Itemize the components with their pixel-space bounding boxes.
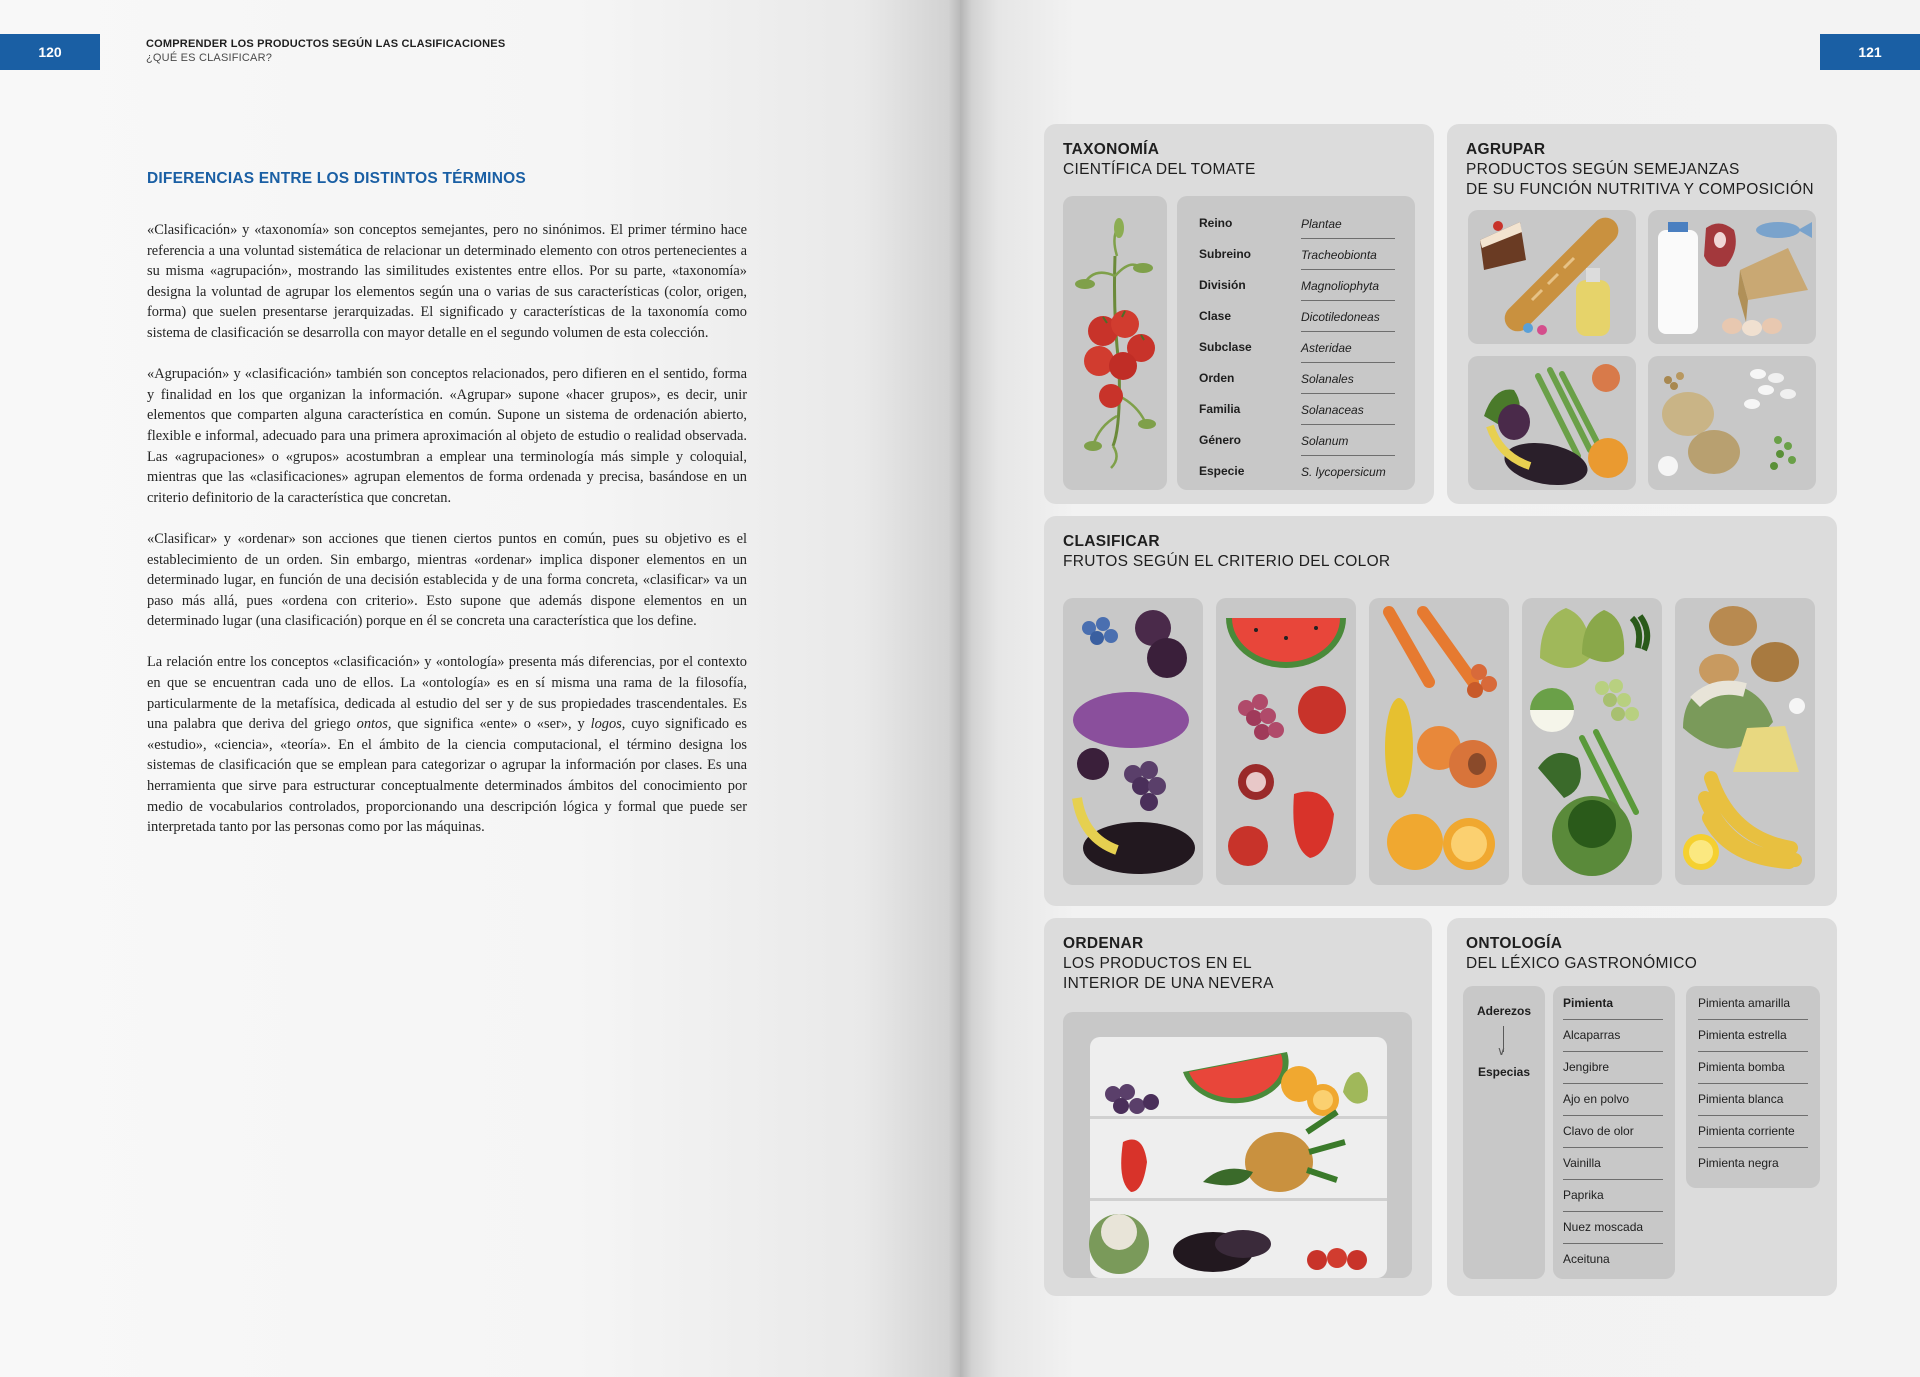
color-group-red	[1216, 598, 1356, 885]
taxonomy-rank: Clase	[1199, 309, 1232, 323]
yellow-fruits-illustration	[1675, 598, 1815, 885]
orange-fruits-illustration	[1369, 598, 1509, 885]
taxonomy-rank: División	[1199, 278, 1246, 292]
especia-item: Nuez moscada	[1563, 1212, 1663, 1244]
pimienta-item: Pimienta negra	[1698, 1156, 1779, 1170]
green-fruits-illustration	[1522, 598, 1662, 885]
p4-term-ontos: ontos	[356, 716, 388, 733]
especias-list	[1553, 986, 1675, 1279]
ontologia-title: ONTOLOGÍA	[1466, 935, 1563, 952]
p4-text-c: , cuyo significado es «estudio», «ciencia», «teoría». En el ámbito de la ciencia computacional, el término designa los sistemas de clasificación que se emplean para categorizar o agrupar la información por clases. Es una herramienta que sirve para estructurar conceptualmente determinados ámbitos del conocimiento por medio de vocabularios controlados, proporcionando una descripción lógica y formal que puede ser interpretada tanto por las personas como por las máquinas.	[147, 716, 747, 836]
ordenar-heading	[1063, 934, 1274, 994]
pimienta-item: Pimienta blanca	[1698, 1084, 1808, 1116]
taxonomy-value: Magnoliophyta	[1301, 270, 1395, 301]
taxonomy-row	[1199, 270, 1415, 301]
running-head-section: ¿QUÉ ES CLASIFICAR?	[146, 52, 273, 64]
especia-item: Ajo en polvo	[1563, 1084, 1663, 1116]
pimienta-item: Pimienta corriente	[1698, 1116, 1808, 1148]
taxonomy-value: Asteridae	[1301, 332, 1395, 363]
section-title: DIFERENCIAS ENTRE LOS DISTINTOS TÉRMINOS	[147, 170, 526, 187]
taxonomy-rank: Subclase	[1199, 340, 1252, 354]
taxonomy-rank: Género	[1199, 433, 1242, 447]
tomato-plant-illustration	[1063, 196, 1167, 490]
taxonomy-value: Dicotiledoneas	[1301, 301, 1395, 332]
gutter-shadow	[948, 0, 972, 1377]
color-group-orange	[1369, 598, 1509, 885]
arrow-down-icon: ∨	[1497, 1044, 1506, 1058]
taxonomy-value: Solanaceas	[1301, 394, 1395, 425]
agrupar-subtitle-1: PRODUCTOS SEGÚN SEMEJANZAS	[1466, 161, 1740, 178]
milk-meat-fish-cheese-illustration	[1648, 210, 1816, 344]
paragraph-1: «Clasificación» y «taxonomía» son conceptos semejantes, pero no sinónimos. El primer término hace referencia a una voluntad sistemática de relacionar un determinado elemento con otros pertenecientes a su misma «agrupación», mostrando las similitudes existentes entre ellos. Por su parte, «taxonomía» designa la voluntad de agrupar los elementos según una o varias de sus características (color, origen, forma) que suelen presentarse jerarquizadas. El significado y características de la taxonomía como sistema de clasificación se desarrolla con mayor detalle en el segundo volumen de esta colección.	[147, 222, 747, 341]
taxonomy-value: Plantae	[1301, 208, 1395, 239]
group-protein-box	[1648, 210, 1816, 344]
color-group-purple	[1063, 598, 1203, 885]
taxonomy-row	[1199, 332, 1415, 363]
taxonomy-row	[1199, 208, 1415, 239]
color-group-green	[1522, 598, 1662, 885]
especia-item: Vainilla	[1563, 1148, 1663, 1180]
paragraph-4	[147, 652, 747, 837]
ordenar-subtitle-1: LOS PRODUCTOS EN EL	[1063, 955, 1252, 972]
clasificar-title: CLASIFICAR	[1063, 533, 1160, 550]
group-vegetables-box	[1468, 356, 1636, 490]
p4-text-b: , que significa «ente» o «ser», y	[387, 716, 591, 733]
group-legumes-box	[1648, 356, 1816, 490]
taxonomy-value: S. lycopersicum	[1301, 465, 1386, 479]
running-head	[146, 38, 505, 64]
taxonomy-row	[1199, 363, 1415, 394]
taxonomy-row	[1199, 425, 1415, 456]
fridge-box	[1063, 1012, 1412, 1278]
p4-text-a: La relación entre los conceptos «clasificación» y «ontología» presenta más diferencias, por el contexto en que se encuentran cada uno de ellos. La «ontología» es en sí misma una rama de la filosofía, particularmente de la metafísica, dedicada al estudio del ser y de sus propiedades trascendentales. Es una palabra que deriva del griego	[147, 654, 747, 733]
agrupar-title: AGRUPAR	[1466, 141, 1546, 158]
ontology-hierarchy	[1463, 986, 1545, 1279]
taxonomy-row	[1199, 456, 1415, 487]
taxonomia-subtitle: CIENTÍFICA DEL TOMATE	[1063, 161, 1256, 178]
ordenar-subtitle-2: INTERIOR DE UNA NEVERA	[1063, 975, 1274, 992]
running-head-chapter: COMPRENDER LOS PRODUCTOS SEGÚN LAS CLASIFICACIONES	[146, 38, 506, 50]
especia-item: Jengibre	[1563, 1052, 1663, 1084]
page-number-left: 120	[0, 34, 100, 70]
taxonomia-heading	[1063, 140, 1256, 180]
taxonomy-value: Tracheobionta	[1301, 239, 1395, 270]
taxonomy-row	[1199, 239, 1415, 270]
ontologia-subtitle: DEL LÉXICO GASTRONÓMICO	[1466, 955, 1698, 972]
potatoes-legumes-illustration	[1648, 356, 1816, 490]
taxonomy-value: Solanum	[1301, 425, 1395, 456]
ontologia-heading	[1466, 934, 1697, 974]
taxonomy-rank: Reino	[1199, 216, 1233, 230]
agrupar-heading	[1466, 140, 1814, 200]
taxonomy-rank: Especie	[1199, 464, 1245, 478]
agrupar-subtitle-2: DE SU FUNCIÓN NUTRITIVA Y COMPOSICIÓN	[1466, 181, 1814, 198]
vegetables-illustration	[1468, 356, 1636, 490]
especia-item: Paprika	[1563, 1180, 1663, 1212]
red-fruits-illustration	[1216, 598, 1356, 885]
pimientas-list	[1686, 986, 1820, 1188]
taxonomy-table	[1177, 196, 1415, 490]
p4-term-logos: logos	[590, 716, 622, 733]
fridge-illustration	[1063, 1012, 1412, 1278]
pimienta-item: Pimienta estrella	[1698, 1020, 1808, 1052]
especia-item: Pimienta	[1563, 988, 1663, 1020]
clasificar-subtitle: FRUTOS SEGÚN EL CRITERIO DEL COLOR	[1063, 553, 1391, 570]
paragraph-2: «Agrupación» y «clasificación» también son conceptos relacionados, pero difieren en el sentido, forma y finalidad en los que organizan la información. «Agrupar» supone «hacer grupos», es decir, unir elementos que comparten alguna característica en común. Supone un sistema de ordenación abierto, flexible e informal, adecuado para una primera aproximación al objeto de estudio o realidad observada. Las «agrupaciones» o «grupos» acostumbran a emplear una terminología más simple y coloquial, mientras que las «clasificaciones» agrupan elementos de forma ordenada y precisa, basándose en un criterio definitorio de la característica que concretan.	[147, 366, 747, 506]
group-cereals-box	[1468, 210, 1636, 344]
taxonomy-rank: Orden	[1199, 371, 1235, 385]
hierarchy-child-label: Especias	[1477, 1065, 1531, 1079]
especia-item: Aceituna	[1563, 1252, 1610, 1266]
pimienta-item: Pimienta amarilla	[1698, 988, 1808, 1020]
tomato-plant-box	[1063, 196, 1167, 490]
bread-cake-oil-illustration	[1468, 210, 1636, 344]
taxonomy-row	[1199, 394, 1415, 425]
taxonomy-value: Solanales	[1301, 363, 1395, 394]
paragraph-3: «Clasificar» y «ordenar» son acciones que tienen ciertos puntos en común, pues su objetivo es el establecimiento de un orden. Sin embargo, mientras «ordenar» implica disponer elementos en un determinado lugar, en función de una decisión establecida y de una forma concreta, «clasificar» va un paso más allá, pues «ordena con criterio». Esto supone que además dispone elementos en un determinado lugar (una clasificación) porque en él se concreta una característica que los define.	[147, 530, 747, 630]
especia-item: Alcaparras	[1563, 1020, 1663, 1052]
body-text	[147, 220, 747, 858]
taxonomy-rank: Familia	[1199, 402, 1241, 416]
taxonomy-rank: Subreino	[1199, 247, 1252, 261]
color-group-yellow	[1675, 598, 1815, 885]
clasificar-heading	[1063, 532, 1390, 572]
purple-fruits-illustration	[1063, 598, 1203, 885]
hierarchy-parent-label: Aderezos	[1476, 1004, 1532, 1018]
taxonomia-title: TAXONOMÍA	[1063, 141, 1160, 158]
pimienta-item: Pimienta bomba	[1698, 1052, 1808, 1084]
especia-item: Clavo de olor	[1563, 1116, 1663, 1148]
ordenar-title: ORDENAR	[1063, 935, 1144, 952]
page-number-right: 121	[1820, 34, 1920, 70]
taxonomy-row	[1199, 301, 1415, 332]
